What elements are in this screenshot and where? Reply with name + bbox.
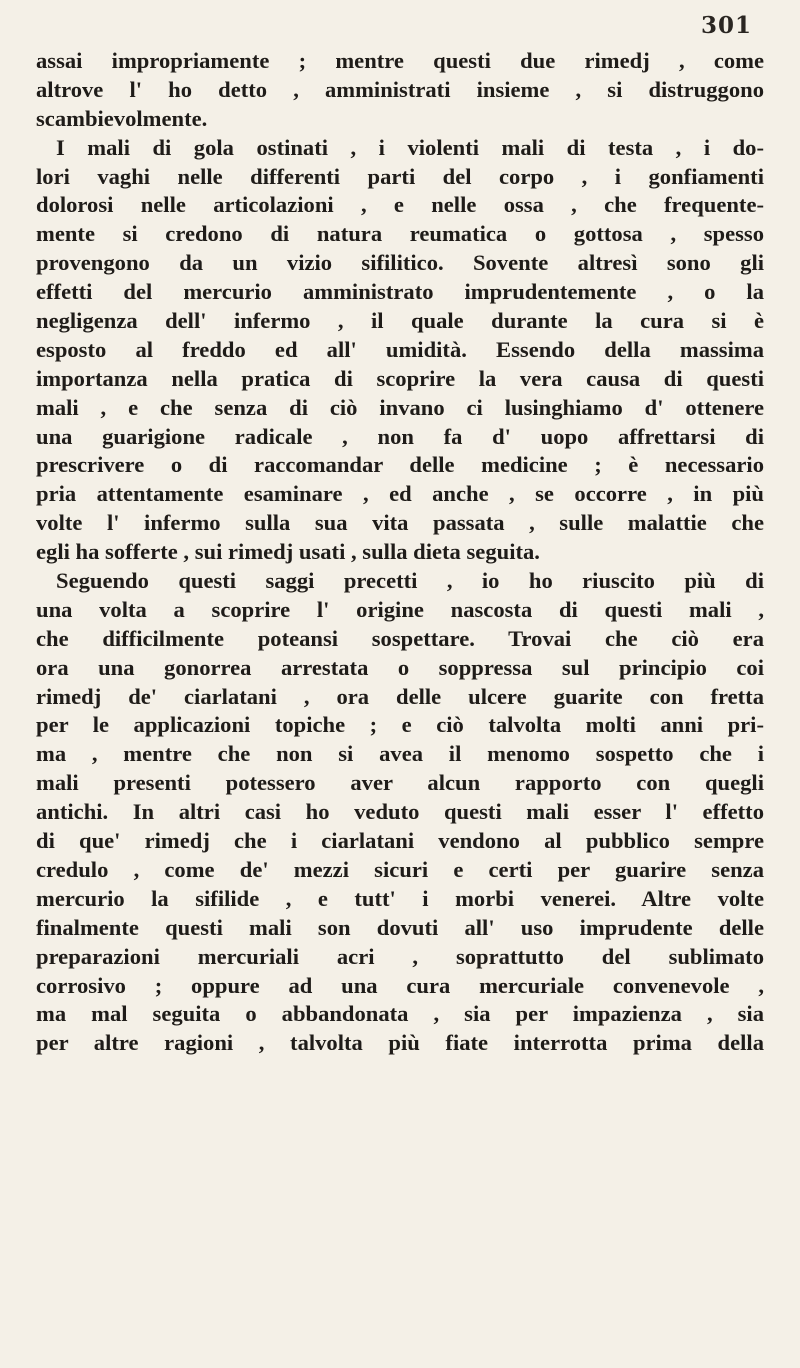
text-line: pria attentamente esaminare , ed anche , se occorre , in più <box>36 481 764 507</box>
text-line: credulo , come de' mezzi sicuri e certi per guarire senza <box>36 856 764 882</box>
text-line: mali , e che senza di ciò invano ci lusinghiamo d' ottenere <box>36 394 764 420</box>
text-line: preparazioni mercuriali acri , soprattutto del sublimato <box>36 943 764 969</box>
text-line: importanza nella pratica di scoprire la vera causa di questi <box>36 365 764 391</box>
text-line: antichi. In altri casi ho veduto questi mali esser l' effetto <box>36 799 764 825</box>
text-line: che difficilmente poteansi sospettare. Trovai che ciò era <box>36 625 764 651</box>
text-line: provengono da un vizio sifilitico. Sovente altresì sono gli <box>36 250 764 276</box>
text-line: ora una gonorrea arrestata o soppressa sul principio coi <box>36 654 764 680</box>
page-number: 301 <box>700 12 752 39</box>
text-line: negligenza dell' infermo , il quale durante la cura si è <box>36 308 764 334</box>
text-line: assai impropriamente ; mentre questi due rimedj , come <box>36 48 764 73</box>
text-line: altrove l' ho detto , amministrati insieme , si distruggono <box>36 76 764 102</box>
text-line: una volta a scoprire l' origine nascosta di questi mali , <box>36 596 764 622</box>
text-line: mali presenti potessero aver alcun rapporto con quegli <box>36 770 764 796</box>
text-line: lori vaghi nelle differenti parti del corpo , i gonfiamenti <box>36 163 764 189</box>
text-line: egli ha sofferte , sui rimedj usati , sulla dieta seguita. <box>36 539 540 565</box>
body-text <box>36 47 764 1058</box>
text-line: I mali di gola ostinati , i violenti mali di testa , i do- <box>56 134 764 160</box>
text-line: volte l' infermo sulla sua vita passata , sulle malattie che <box>36 510 764 536</box>
text-line: corrosivo ; oppure ad una cura mercuriale convenevole , <box>36 972 764 998</box>
text-line: per le applicazioni topiche ; e ciò talvolta molti anni pri- <box>36 712 764 738</box>
text-line: dolorosi nelle articolazioni , e nelle ossa , che frequente- <box>36 192 764 218</box>
text-line: effetti del mercurio amministrato imprudentemente , o la <box>36 279 764 305</box>
text-line: una guarigione radicale , non fa d' uopo affrettarsi di <box>36 423 764 449</box>
text-line: ma , mentre che non si avea il menomo sospetto che i <box>36 741 764 767</box>
text-line: per altre ragioni , talvolta più fiate interrotta prima della <box>36 1030 764 1056</box>
text-line: mercurio la sifilide , e tutt' i morbi venerei. Altre volte <box>36 885 764 911</box>
text-line: finalmente questi mali son dovuti all' uso imprudente delle <box>36 914 764 940</box>
text-line: scambievolmente. <box>36 105 208 131</box>
text-line: esposto al freddo ed all' umidità. Essendo della massima <box>36 336 764 362</box>
text-line: prescrivere o di raccomandar delle medicine ; è necessario <box>36 452 764 478</box>
text-line: di que' rimedj che i ciarlatani vendono al pubblico sempre <box>36 828 764 854</box>
text-line: ma mal seguita o abbandonata , sia per impazienza , sia <box>36 1001 764 1027</box>
text-line: Seguendo questi saggi precetti , io ho riuscito più di <box>56 568 764 594</box>
text-line: mente si credono di natura reumatica o gottosa , spesso <box>36 221 764 247</box>
text-line: rimedj de' ciarlatani , ora delle ulcere guarite con fretta <box>36 683 764 709</box>
